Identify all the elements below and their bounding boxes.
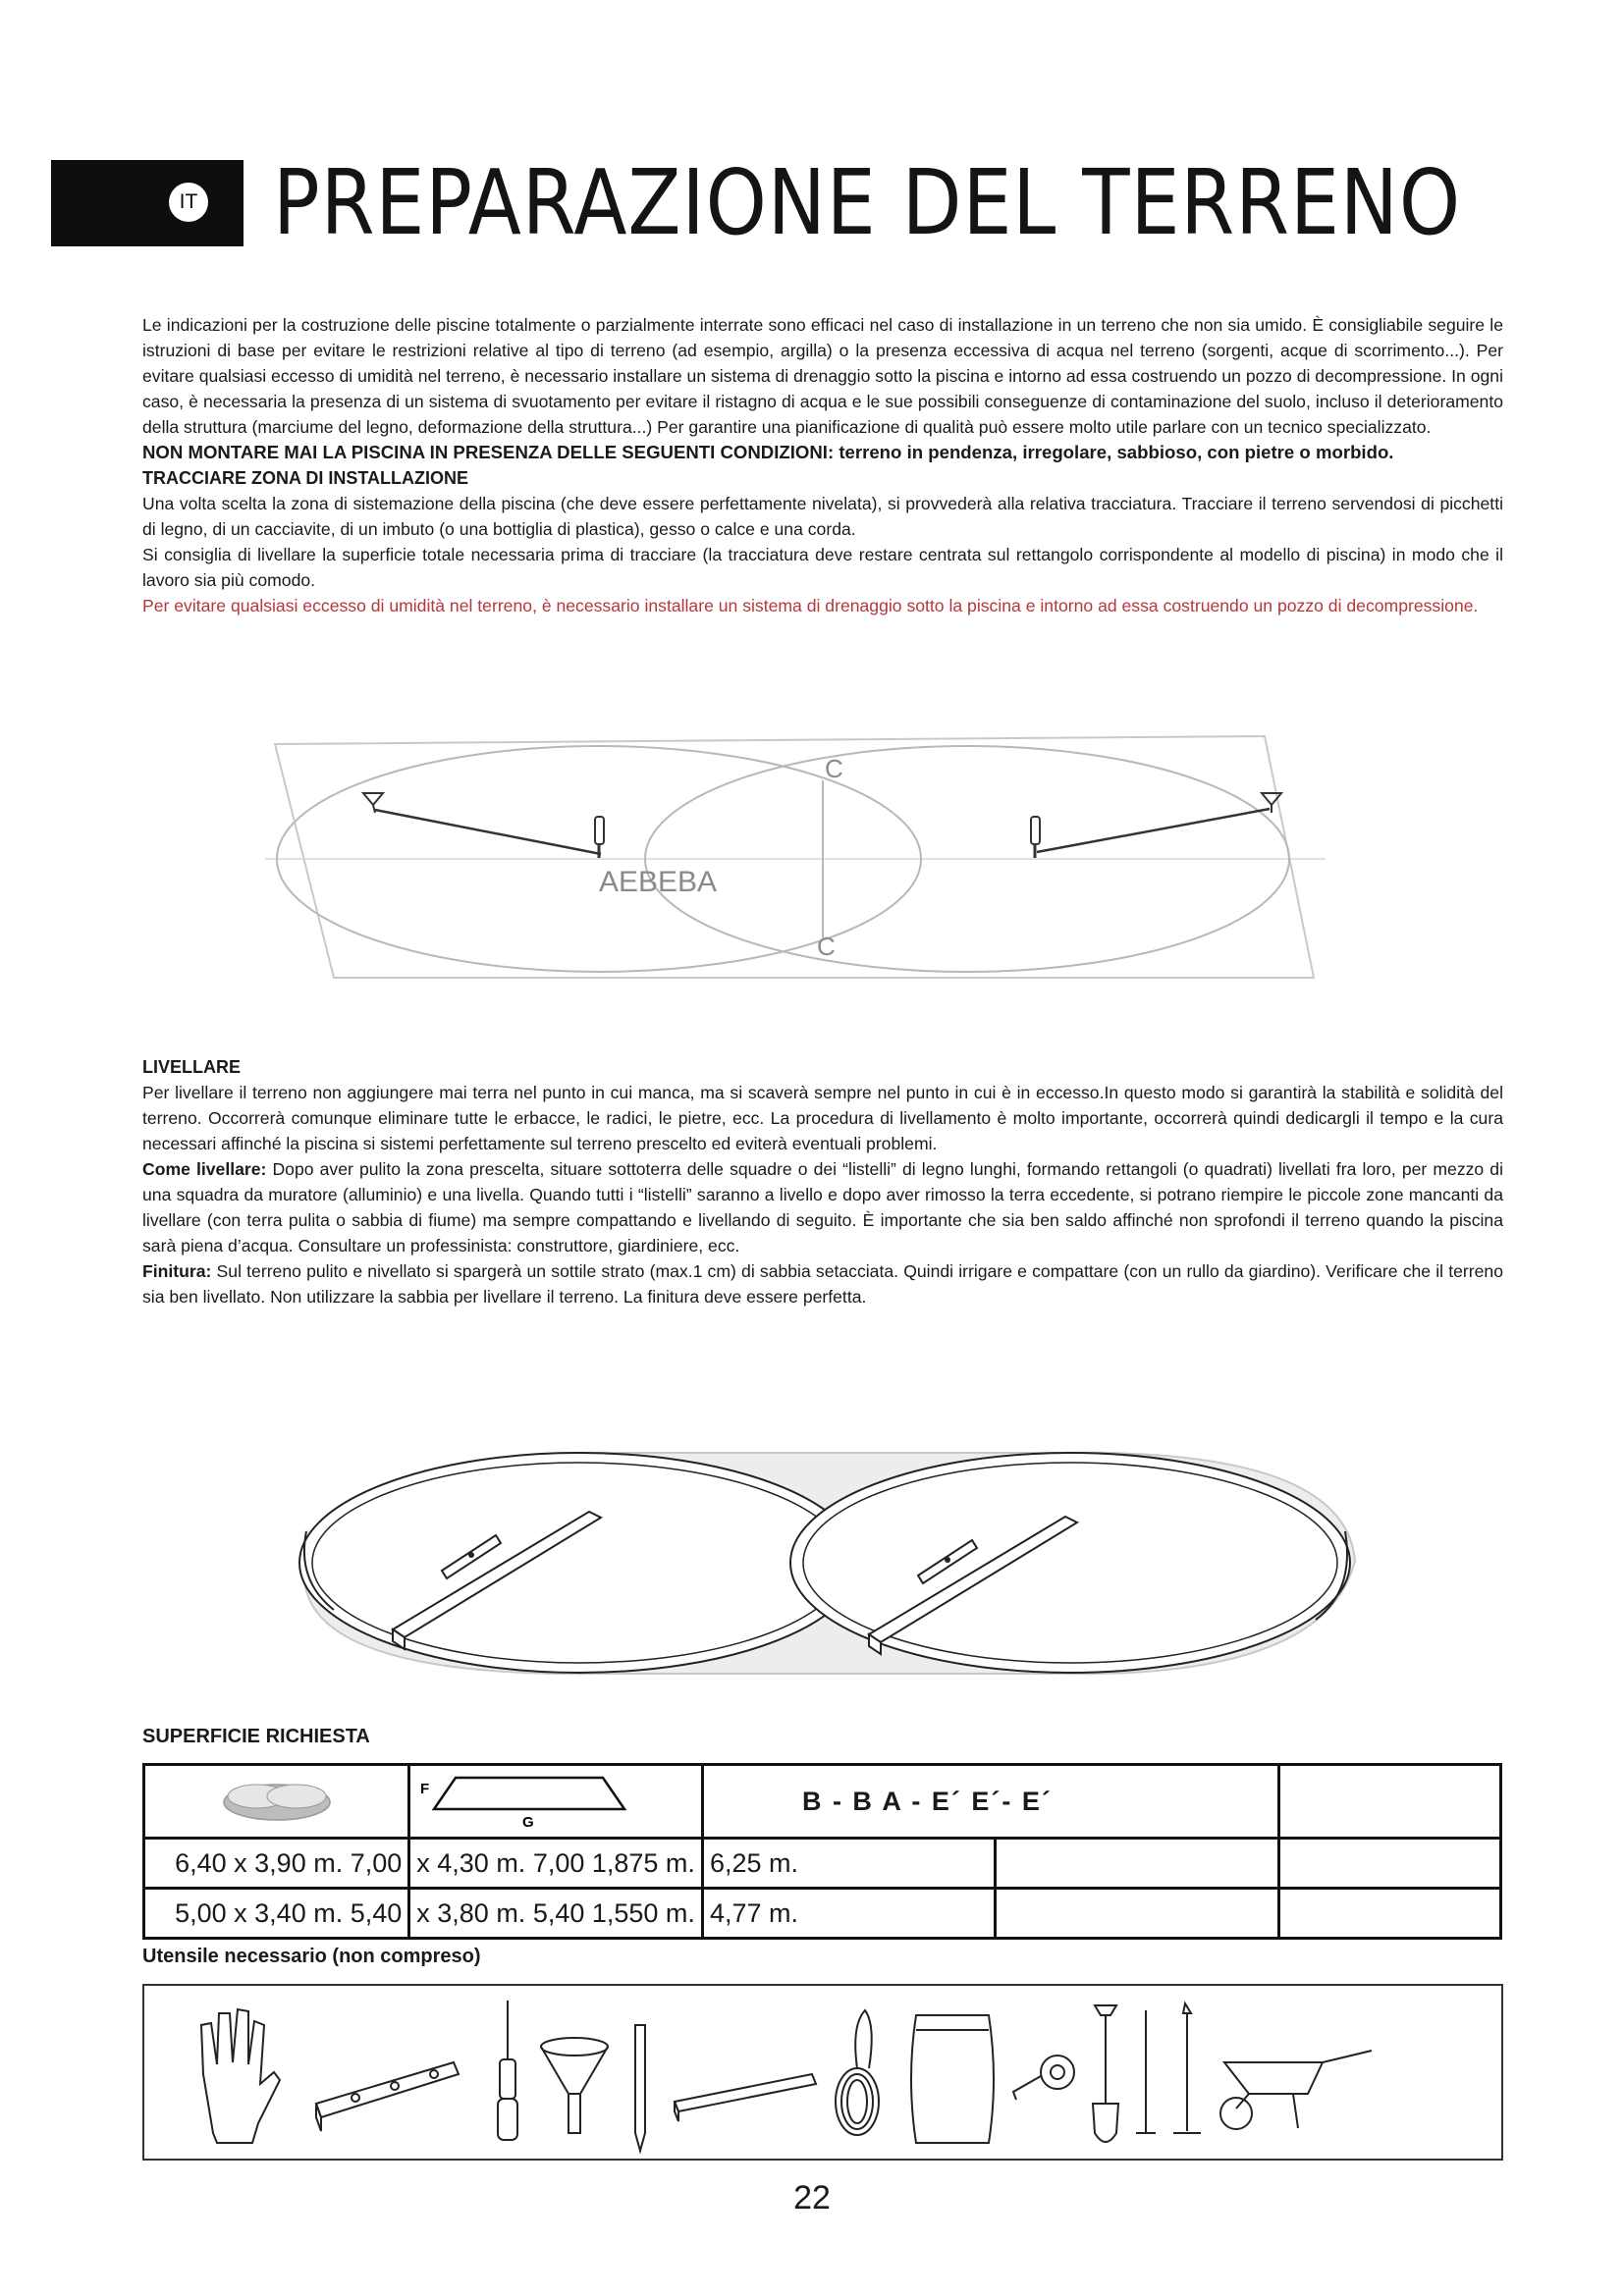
rope-left xyxy=(375,810,601,854)
tools-illustration xyxy=(144,1986,1501,2159)
wheelbarrow-icon xyxy=(1220,2051,1372,2129)
warning-text: terreno in pendenza, irregolare, sabbioso, con pietre o morbido. xyxy=(834,442,1394,462)
come-livellare-label: Come livellare: xyxy=(142,1159,267,1179)
level-heading: LIVELLARE xyxy=(142,1057,242,1077)
tracing-diagram xyxy=(236,726,1355,991)
level-paragraph-2 xyxy=(142,1156,1503,1258)
rope-icon xyxy=(836,2010,879,2135)
ground-area-outline xyxy=(275,736,1314,978)
label-aebeba: AEBEBA xyxy=(599,866,718,898)
label-c-bottom: C xyxy=(817,932,836,961)
row2-c2: x 3,80 m. 5,40 1,550 m. xyxy=(409,1889,703,1939)
intro-paragraph: Le indicazioni per la costruzione delle piscine totalmente o parzialmente interrate sono efficaci nel caso di installazione in un terreno che non sia umido. È consigliabile seguire le istruzioni di base per evitare le restrizioni relative al tipo di terreno (ad esempio, argilla) o la presenza eccessiva di acqua nel terreno (sorgenti, acque di scorrimento...). Per evitare qualsiasi eccesso di umidità nel terreno, è necessario installare un sistema di drenaggio sotto la piscina e intorno ad essa costruendo un pozzo di decompressione. In ogni caso, è necessaria la presenza di un sistema di svuotamento per evitare il ristagno di acqua e le sue possibili conseguenze di contaminazione del suolo, incluso il deterioramento della struttura (marciume del legno, deformazione della struttura...) Per garantire una pianificazione di qualità può essere molto utile parlare con un tecnico specializzato. xyxy=(142,315,1503,437)
trap-label-g: G xyxy=(522,1813,534,1829)
row2-c3: 4,77 m. xyxy=(702,1889,995,1939)
row1-c4 xyxy=(995,1839,1278,1889)
table-row xyxy=(144,1839,1501,1889)
spirit-level-icon xyxy=(316,2062,459,2131)
pool-shape-icon xyxy=(218,1773,336,1824)
row1-c3: 6,25 m. xyxy=(702,1839,995,1889)
trap-label-f: F xyxy=(420,1780,430,1797)
page-number: 22 xyxy=(793,2179,831,2216)
row1-c2: x 4,30 m. 7,00 1,875 m. xyxy=(409,1839,703,1889)
row2-c5 xyxy=(1278,1889,1500,1939)
pool-shape-cell xyxy=(144,1765,409,1839)
glove-icon xyxy=(201,2009,280,2143)
come-livellare-text: Dopo aver pulito la zona prescelta, situare sottoterra delle squadre o dei “listelli” di legno lunghi, formando rettangoli (o quadrati) livellati fra loro, per mezzo di una squadra da muratore (alluminio) e una livella. Quando tutti i “listelli” saranno a livello e dopo aver rimosso la terra eccedente, si potrano riempire le piccole zone mancanti da livellare (con terra pulita o sabbia di fiume) ma sempre compattando e livellando di seguito. È importante che sia ben saldo affinché non sprofondi il terreno quando la piscina sarà piena d’acqua. Consultare un professinista: construttore, giardiniere, ecc. xyxy=(142,1159,1503,1255)
tools-title: Utensile necessario (non compreso) xyxy=(142,1946,481,1967)
warning-bold: NON MONTARE MAI LA PISCINA IN PRESENZA DELLE SEGUENTI CONDIZIONI: xyxy=(142,442,835,462)
trapezoid-cell xyxy=(409,1765,703,1839)
garden-rake-icon xyxy=(1173,2003,1201,2133)
level-section xyxy=(142,1054,1503,1309)
row1-c1: 6,40 x 3,90 m. 7,00 xyxy=(144,1839,409,1889)
screwdriver-icon xyxy=(498,2001,517,2140)
table-header-row xyxy=(144,1765,1501,1839)
page-title: PREPARAZIONE DEL TERRENO xyxy=(273,150,1461,255)
tape-measure-icon xyxy=(1013,2056,1074,2100)
row1-c5 xyxy=(1278,1839,1500,1889)
finitura-text: Sul terreno pulito e nivellato si spargerà un sottile strato (max.1 cm) di sabbia setacciata. Quindi irrigare e compattare (con un rullo da giardino). Verificare che il terreno sia ben livellato. Non utilizzare la sabbia per livellare il terreno. La finitura deve essere perfetta. xyxy=(142,1261,1503,1307)
trace-paragraph-red: Per evitare qualsiasi eccesso di umidità nel terreno, è necessario installare un sistema di drenaggio sotto la piscina e intorno ad essa costruendo un pozzo di decompressione. xyxy=(142,596,1479,615)
funnel-icon xyxy=(541,2038,608,2133)
level-paragraph-3 xyxy=(142,1258,1503,1309)
trapezoid-icon xyxy=(416,1768,632,1829)
header-empty-cell xyxy=(1278,1765,1500,1839)
level-paragraph-1: Per livellare il terreno non aggiungere mai terra nel punto in cui manca, ma si scaverà sempre nel punto in cui è in eccesso.In questo modo si garantirà la stabilità e solidità del terreno. Occorrerà comunque eliminare tutte le erbacce, le radici, le pietre, ecc. La procedura di livellamento è molto importante, occorrerà quindi dedicargli il tempo e la cura necessari affinché la piscina si sistemi perfettamente sul terreno prescelto ed eviterà eventuali problemi. xyxy=(142,1083,1503,1153)
rake-icon xyxy=(1136,2010,1156,2133)
trace-heading: TRACCIARE ZONA DI INSTALLAZIONE xyxy=(142,468,468,488)
left-pool-ring xyxy=(299,1453,859,1673)
trace-paragraph-2: Si consiglia di livellare la superficie totale necessaria prima di tracciare (la tracciatura deve restare centrata sul rettangolo corrispondente al modello di piscina) in modo che il lavoro sia più comodo. xyxy=(142,545,1503,590)
screwdriver-left-icon xyxy=(595,817,604,858)
rope-right xyxy=(1037,809,1270,852)
table-row xyxy=(144,1889,1501,1939)
tools-box xyxy=(142,1984,1503,2161)
intro-section xyxy=(142,312,1503,618)
surface-table xyxy=(142,1763,1502,1940)
language-badge: IT xyxy=(169,183,208,222)
shovel-icon xyxy=(1093,2005,1118,2142)
columns-label-cell: B - B A - E´ E´- E´ xyxy=(702,1765,1278,1839)
stake-icon xyxy=(635,2025,645,2151)
leveling-diagram xyxy=(285,1433,1375,1688)
warning-line xyxy=(142,440,1503,465)
finitura-label: Finitura: xyxy=(142,1261,212,1281)
wood-batten-icon xyxy=(675,2074,816,2121)
row2-c1: 5,00 x 3,40 m. 5,40 xyxy=(144,1889,409,1939)
trace-paragraph-1: Una volta scelta la zona di sistemazione della piscina (che deve essere perfettamente nivelata), si provvederà alla relativa tracciatura. Tracciare il terreno servendosi di picchetti di legno, di un cacciavite, di un imbuto (o una bottiglia di plastica), gesso o calce e una corda. xyxy=(142,494,1503,539)
header-bar xyxy=(51,160,244,246)
surface-table-title: SUPERFICIE RICHIESTA xyxy=(142,1726,370,1747)
sand-bag-icon xyxy=(911,2015,994,2143)
label-c-top: C xyxy=(825,754,843,783)
row2-c4 xyxy=(995,1889,1278,1939)
